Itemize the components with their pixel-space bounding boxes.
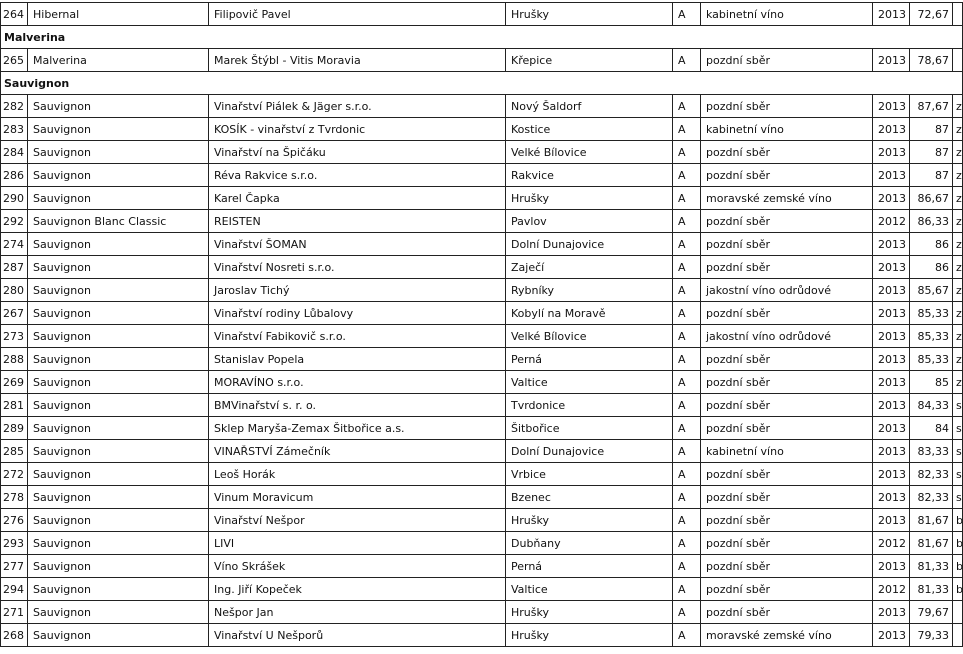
cell-class: A [673, 118, 701, 141]
cell-number: 268 [1, 624, 28, 647]
table-row [1, 279, 963, 302]
cell-score: 81,33 [910, 578, 953, 601]
cell-number: 271 [1, 601, 28, 624]
cell-mark: b [953, 532, 963, 555]
cell-score: 85,33 [910, 302, 953, 325]
cell-attribute: pozdní sběr [701, 394, 873, 417]
cell-number: 294 [1, 578, 28, 601]
cell-attribute: pozdní sběr [701, 486, 873, 509]
cell-number: 287 [1, 256, 28, 279]
cell-attribute: pozdní sběr [701, 49, 873, 72]
cell-producer: Vinařství ŠOMAN [209, 233, 506, 256]
cell-place: Hrušky [506, 509, 673, 532]
table-row [1, 3, 963, 26]
cell-attribute: pozdní sběr [701, 164, 873, 187]
cell-year: 2013 [873, 417, 910, 440]
cell-number: 290 [1, 187, 28, 210]
cell-mark [953, 49, 963, 72]
cell-class: A [673, 164, 701, 187]
cell-score: 86,67 [910, 187, 953, 210]
cell-producer: Nešpor Jan [209, 601, 506, 624]
cell-year: 2013 [873, 141, 910, 164]
cell-wine-name: Sauvignon [28, 463, 209, 486]
cell-wine-name: Sauvignon [28, 578, 209, 601]
cell-wine-name: Sauvignon [28, 302, 209, 325]
cell-attribute: pozdní sběr [701, 532, 873, 555]
cell-attribute: pozdní sběr [701, 348, 873, 371]
cell-producer: Ing. Jiří Kopeček [209, 578, 506, 601]
cell-attribute: moravské zemské víno [701, 624, 873, 647]
cell-class: A [673, 394, 701, 417]
cell-score: 86 [910, 233, 953, 256]
cell-place: Kobylí na Moravě [506, 302, 673, 325]
cell-attribute: pozdní sběr [701, 509, 873, 532]
table-row [1, 164, 963, 187]
cell-mark: b [953, 578, 963, 601]
cell-score: 78,67 [910, 49, 953, 72]
group-header-row [1, 72, 963, 95]
cell-mark: z [953, 348, 963, 371]
table-row [1, 486, 963, 509]
cell-producer: Víno Skrášek [209, 555, 506, 578]
cell-wine-name: Sauvignon [28, 279, 209, 302]
cell-number: 274 [1, 233, 28, 256]
group-row-empty [209, 26, 963, 49]
cell-attribute: pozdní sběr [701, 256, 873, 279]
cell-wine-name: Sauvignon [28, 555, 209, 578]
cell-place: Šitbořice [506, 417, 673, 440]
cell-mark: z [953, 164, 963, 187]
cell-class: A [673, 302, 701, 325]
cell-place: Valtice [506, 371, 673, 394]
cell-class: A [673, 279, 701, 302]
cell-mark: s [953, 486, 963, 509]
cell-score: 81,33 [910, 555, 953, 578]
cell-year: 2013 [873, 256, 910, 279]
table-row [1, 256, 963, 279]
cell-mark [953, 3, 963, 26]
wine-results-table [0, 2, 963, 647]
cell-score: 82,33 [910, 486, 953, 509]
cell-class: A [673, 555, 701, 578]
cell-producer: KOSÍK - vinařství z Tvrdonic [209, 118, 506, 141]
cell-number: 282 [1, 95, 28, 118]
cell-year: 2013 [873, 49, 910, 72]
cell-place: Perná [506, 348, 673, 371]
cell-producer: LIVI [209, 532, 506, 555]
cell-number: 272 [1, 463, 28, 486]
cell-producer: Vinařství U Nešporů [209, 624, 506, 647]
cell-year: 2013 [873, 348, 910, 371]
cell-attribute: pozdní sběr [701, 555, 873, 578]
cell-wine-name: Hibernal [28, 3, 209, 26]
cell-mark: z [953, 325, 963, 348]
cell-place: Dubňany [506, 532, 673, 555]
group-label: Malverina [1, 26, 209, 49]
cell-score: 82,33 [910, 463, 953, 486]
table-row [1, 417, 963, 440]
table-row [1, 371, 963, 394]
cell-wine-name: Sauvignon [28, 486, 209, 509]
cell-year: 2013 [873, 555, 910, 578]
cell-year: 2013 [873, 279, 910, 302]
cell-producer: BMVinařství s. r. o. [209, 394, 506, 417]
cell-mark [953, 624, 963, 647]
wine-results-body [1, 3, 963, 647]
cell-year: 2013 [873, 95, 910, 118]
cell-attribute: pozdní sběr [701, 302, 873, 325]
cell-number: 267 [1, 302, 28, 325]
cell-number: 276 [1, 509, 28, 532]
cell-score: 87 [910, 164, 953, 187]
cell-place: Velké Bílovice [506, 325, 673, 348]
cell-wine-name: Sauvignon [28, 141, 209, 164]
cell-place: Kostice [506, 118, 673, 141]
table-row [1, 210, 963, 233]
cell-class: A [673, 210, 701, 233]
table-row [1, 578, 963, 601]
cell-attribute: pozdní sběr [701, 601, 873, 624]
cell-producer: VINAŘSTVÍ Zámečník [209, 440, 506, 463]
cell-score: 86 [910, 256, 953, 279]
cell-year: 2013 [873, 325, 910, 348]
cell-attribute: pozdní sběr [701, 463, 873, 486]
cell-wine-name: Sauvignon [28, 509, 209, 532]
cell-producer: Réva Rakvice s.r.o. [209, 164, 506, 187]
cell-score: 79,33 [910, 624, 953, 647]
cell-year: 2013 [873, 233, 910, 256]
cell-class: A [673, 371, 701, 394]
cell-year: 2013 [873, 118, 910, 141]
cell-class: A [673, 601, 701, 624]
cell-place: Křepice [506, 49, 673, 72]
table-row [1, 509, 963, 532]
cell-class: A [673, 486, 701, 509]
cell-year: 2012 [873, 578, 910, 601]
cell-number: 278 [1, 486, 28, 509]
table-row [1, 233, 963, 256]
cell-wine-name: Sauvignon [28, 601, 209, 624]
cell-score: 84,33 [910, 394, 953, 417]
cell-place: Valtice [506, 578, 673, 601]
cell-place: Hrušky [506, 624, 673, 647]
cell-producer: Leoš Horák [209, 463, 506, 486]
cell-attribute: kabinetní víno [701, 440, 873, 463]
cell-year: 2012 [873, 532, 910, 555]
cell-producer: Jaroslav Tichý [209, 279, 506, 302]
cell-wine-name: Malverina [28, 49, 209, 72]
cell-mark: z [953, 279, 963, 302]
cell-wine-name: Sauvignon [28, 440, 209, 463]
cell-wine-name: Sauvignon [28, 164, 209, 187]
cell-attribute: pozdní sběr [701, 371, 873, 394]
cell-class: A [673, 578, 701, 601]
cell-place: Hrušky [506, 3, 673, 26]
cell-producer: Vinum Moravicum [209, 486, 506, 509]
cell-class: A [673, 233, 701, 256]
cell-attribute: pozdní sběr [701, 141, 873, 164]
cell-number: 264 [1, 3, 28, 26]
cell-number: 286 [1, 164, 28, 187]
cell-attribute: moravské zemské víno [701, 187, 873, 210]
cell-place: Bzenec [506, 486, 673, 509]
table-row [1, 624, 963, 647]
cell-place: Hrušky [506, 601, 673, 624]
cell-year: 2013 [873, 463, 910, 486]
cell-score: 79,67 [910, 601, 953, 624]
cell-attribute: pozdní sběr [701, 95, 873, 118]
cell-score: 83,33 [910, 440, 953, 463]
cell-wine-name: Sauvignon [28, 394, 209, 417]
cell-score: 85 [910, 371, 953, 394]
cell-mark: s [953, 440, 963, 463]
cell-class: A [673, 256, 701, 279]
cell-number: 277 [1, 555, 28, 578]
cell-producer: REISTEN [209, 210, 506, 233]
cell-class: A [673, 532, 701, 555]
cell-producer: Vinařství Nosreti s.r.o. [209, 256, 506, 279]
cell-wine-name: Sauvignon [28, 325, 209, 348]
cell-class: A [673, 141, 701, 164]
cell-year: 2013 [873, 371, 910, 394]
cell-year: 2013 [873, 187, 910, 210]
cell-mark: z [953, 302, 963, 325]
cell-year: 2013 [873, 624, 910, 647]
cell-producer: Vinařství Nešpor [209, 509, 506, 532]
cell-class: A [673, 440, 701, 463]
cell-year: 2013 [873, 601, 910, 624]
cell-wine-name: Sauvignon [28, 417, 209, 440]
table-row [1, 532, 963, 555]
cell-attribute: jakostní víno odrůdové [701, 325, 873, 348]
cell-mark: s [953, 417, 963, 440]
cell-score: 86,33 [910, 210, 953, 233]
cell-wine-name: Sauvignon [28, 118, 209, 141]
cell-class: A [673, 463, 701, 486]
cell-producer: Vinařství na Špičáku [209, 141, 506, 164]
cell-number: 292 [1, 210, 28, 233]
table-row [1, 440, 963, 463]
table-row [1, 95, 963, 118]
cell-score: 87 [910, 141, 953, 164]
cell-producer: Vinařství rodiny Lůbalovy [209, 302, 506, 325]
cell-producer: Sklep Maryša-Zemax Šitbořice a.s. [209, 417, 506, 440]
cell-score: 72,67 [910, 3, 953, 26]
cell-place: Dolní Dunajovice [506, 233, 673, 256]
cell-attribute: kabinetní víno [701, 118, 873, 141]
table-row [1, 348, 963, 371]
cell-year: 2013 [873, 164, 910, 187]
cell-place: Zaječí [506, 256, 673, 279]
cell-producer: MORAVÍNO s.r.o. [209, 371, 506, 394]
cell-producer: Filipovič Pavel [209, 3, 506, 26]
cell-place: Dolní Dunajovice [506, 440, 673, 463]
cell-number: 293 [1, 532, 28, 555]
cell-number: 280 [1, 279, 28, 302]
table-row [1, 187, 963, 210]
table-row [1, 141, 963, 164]
table-row [1, 49, 963, 72]
cell-attribute: pozdní sběr [701, 233, 873, 256]
cell-class: A [673, 417, 701, 440]
cell-score: 85,67 [910, 279, 953, 302]
cell-mark: z [953, 371, 963, 394]
cell-score: 81,67 [910, 509, 953, 532]
cell-number: 269 [1, 371, 28, 394]
cell-place: Perná [506, 555, 673, 578]
table-row [1, 302, 963, 325]
cell-year: 2013 [873, 486, 910, 509]
cell-class: A [673, 325, 701, 348]
cell-mark: z [953, 141, 963, 164]
cell-mark: z [953, 256, 963, 279]
cell-place: Nový Šaldorf [506, 95, 673, 118]
cell-mark: z [953, 95, 963, 118]
table-row [1, 555, 963, 578]
cell-producer: Marek Štýbl - Vitis Moravia [209, 49, 506, 72]
table-row [1, 325, 963, 348]
cell-year: 2012 [873, 210, 910, 233]
cell-number: 265 [1, 49, 28, 72]
cell-producer: Stanislav Popela [209, 348, 506, 371]
table-row [1, 118, 963, 141]
cell-number: 288 [1, 348, 28, 371]
cell-year: 2013 [873, 440, 910, 463]
cell-number: 289 [1, 417, 28, 440]
cell-year: 2013 [873, 509, 910, 532]
cell-score: 85,33 [910, 325, 953, 348]
cell-score: 85,33 [910, 348, 953, 371]
cell-score: 87,67 [910, 95, 953, 118]
cell-place: Hrušky [506, 187, 673, 210]
cell-producer: Vinařství Fabikovič s.r.o. [209, 325, 506, 348]
cell-class: A [673, 348, 701, 371]
cell-number: 284 [1, 141, 28, 164]
cell-class: A [673, 624, 701, 647]
group-row-empty [209, 72, 963, 95]
cell-attribute: kabinetní víno [701, 3, 873, 26]
cell-year: 2013 [873, 394, 910, 417]
cell-class: A [673, 187, 701, 210]
cell-score: 87 [910, 118, 953, 141]
cell-place: Velké Bílovice [506, 141, 673, 164]
table-row [1, 394, 963, 417]
cell-wine-name: Sauvignon [28, 187, 209, 210]
cell-wine-name: Sauvignon [28, 532, 209, 555]
cell-place: Rybníky [506, 279, 673, 302]
cell-year: 2013 [873, 3, 910, 26]
cell-mark: z [953, 187, 963, 210]
cell-class: A [673, 95, 701, 118]
cell-wine-name: Sauvignon [28, 95, 209, 118]
cell-wine-name: Sauvignon Blanc Classic [28, 210, 209, 233]
table-row [1, 601, 963, 624]
cell-number: 283 [1, 118, 28, 141]
cell-score: 81,67 [910, 532, 953, 555]
cell-wine-name: Sauvignon [28, 348, 209, 371]
cell-score: 84 [910, 417, 953, 440]
cell-mark: z [953, 118, 963, 141]
cell-producer: Vinařství Piálek & Jäger s.r.o. [209, 95, 506, 118]
cell-class: A [673, 49, 701, 72]
cell-year: 2013 [873, 302, 910, 325]
cell-mark: s [953, 394, 963, 417]
cell-place: Rakvice [506, 164, 673, 187]
group-header-row [1, 26, 963, 49]
group-label: Sauvignon [1, 72, 209, 95]
table-row [1, 463, 963, 486]
cell-wine-name: Sauvignon [28, 371, 209, 394]
cell-mark [953, 601, 963, 624]
cell-producer: Karel Čapka [209, 187, 506, 210]
cell-wine-name: Sauvignon [28, 233, 209, 256]
cell-attribute: pozdní sběr [701, 210, 873, 233]
cell-wine-name: Sauvignon [28, 256, 209, 279]
cell-attribute: pozdní sběr [701, 578, 873, 601]
cell-number: 273 [1, 325, 28, 348]
cell-mark: b [953, 509, 963, 532]
cell-mark: z [953, 210, 963, 233]
cell-number: 281 [1, 394, 28, 417]
cell-mark: s [953, 463, 963, 486]
cell-place: Tvrdonice [506, 394, 673, 417]
cell-mark: b [953, 555, 963, 578]
cell-mark: z [953, 233, 963, 256]
cell-attribute: jakostní víno odrůdové [701, 279, 873, 302]
cell-attribute: pozdní sběr [701, 417, 873, 440]
cell-wine-name: Sauvignon [28, 624, 209, 647]
cell-place: Pavlov [506, 210, 673, 233]
cell-class: A [673, 509, 701, 532]
cell-class: A [673, 3, 701, 26]
cell-place: Vrbice [506, 463, 673, 486]
cell-number: 285 [1, 440, 28, 463]
